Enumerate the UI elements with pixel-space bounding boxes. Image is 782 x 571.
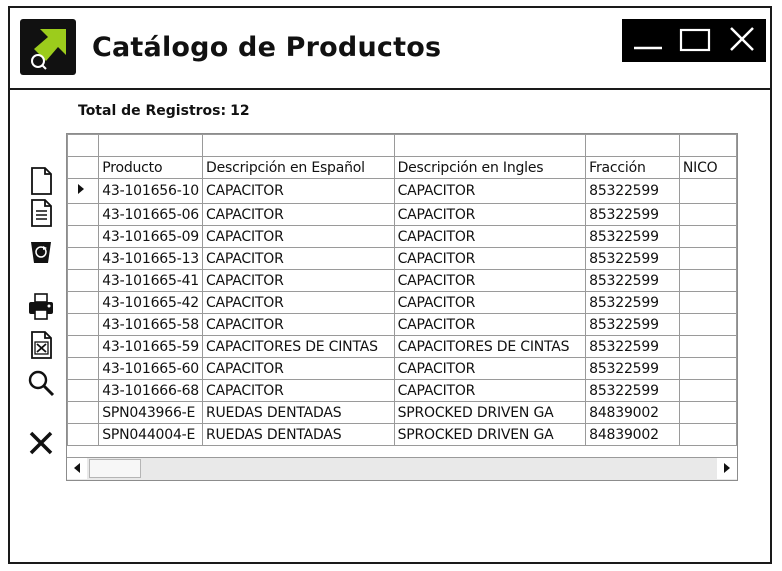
column-header-fraccion[interactable]: Fracción [586,157,680,179]
table-cell[interactable]: 43-101665-09 [99,226,203,248]
table-cell[interactable]: 85322599 [586,179,680,204]
new-document-icon[interactable] [26,166,56,196]
table-cell[interactable]: SPROCKED DRIVEN GA [394,402,586,424]
total-records [78,103,250,119]
row-header[interactable] [68,248,99,270]
table-row[interactable] [68,380,737,402]
current-row-indicator-icon[interactable] [68,179,99,204]
close-window-icon[interactable] [719,19,765,62]
table-cell[interactable]: 85322599 [586,248,680,270]
table-cell[interactable]: 85322599 [586,270,680,292]
table-cell[interactable]: 43-101665-42 [99,292,203,314]
row-header[interactable] [68,292,99,314]
row-header[interactable] [68,402,99,424]
catalog-window [8,6,772,564]
table-row[interactable] [68,270,737,292]
table-cell[interactable]: CAPACITOR [202,314,394,336]
table-cell[interactable]: 43-101665-59 [99,336,203,358]
table-cell[interactable] [679,358,736,380]
table-cell[interactable]: 85322599 [586,336,680,358]
table-cell[interactable]: CAPACITOR [202,226,394,248]
scroll-right-icon[interactable] [717,458,737,479]
scrollbar-thumb[interactable] [89,459,141,478]
filter-cell[interactable] [99,135,203,157]
filter-row-header [68,135,99,157]
row-header[interactable] [68,424,99,446]
window-controls [622,19,766,62]
table-cell[interactable]: CAPACITORES DE CINTAS [202,336,394,358]
table-cell[interactable]: SPN043966-E [99,402,203,424]
table-cell[interactable]: 85322599 [586,226,680,248]
table-cell[interactable]: CAPACITOR [394,179,586,204]
table-row[interactable] [68,314,737,336]
scroll-left-icon[interactable] [67,458,87,479]
table-row[interactable] [68,226,737,248]
column-header-producto[interactable]: Producto [99,157,203,179]
title-bar [10,8,770,90]
total-records-value: 12 [230,103,250,119]
table-cell[interactable]: CAPACITOR [202,248,394,270]
table-cell[interactable] [679,380,736,402]
table-cell[interactable]: 84839002 [586,424,680,446]
table-cell[interactable] [679,270,736,292]
table-row[interactable] [68,358,737,380]
table-cell[interactable] [679,179,736,204]
table-cell[interactable] [679,248,736,270]
table-cell[interactable]: 85322599 [586,314,680,336]
table-cell[interactable]: 43-101666-68 [99,380,203,402]
row-header[interactable] [68,270,99,292]
table-cell[interactable]: CAPACITOR [394,248,586,270]
table-cell[interactable]: 85322599 [586,358,680,380]
table-cell[interactable]: CAPACITOR [394,204,586,226]
excel-export-icon[interactable] [26,330,56,360]
app-logo-icon [20,19,76,75]
table-row[interactable] [68,248,737,270]
table-cell[interactable]: SPROCKED DRIVEN GA [394,424,586,446]
row-header[interactable] [68,380,99,402]
window-title: Catálogo de Productos [92,32,442,63]
table-cell[interactable]: 43-101665-60 [99,358,203,380]
table-cell[interactable]: RUEDAS DENTADAS [202,402,394,424]
table-cell[interactable]: RUEDAS DENTADAS [202,424,394,446]
table-cell[interactable]: 43-101665-13 [99,248,203,270]
table-row[interactable] [68,179,737,204]
table-cell[interactable] [679,226,736,248]
row-header[interactable] [68,226,99,248]
filter-cell[interactable] [586,135,680,157]
close-icon[interactable] [26,428,56,458]
table-cell[interactable]: 43-101665-06 [99,204,203,226]
total-records-label: Total de Registros: [78,103,227,119]
table-cell[interactable]: 85322599 [586,204,680,226]
table-cell[interactable]: SPN044004-E [99,424,203,446]
table-cell[interactable]: 43-101656-10 [99,179,203,204]
filter-row [68,135,737,157]
table-cell[interactable]: 85322599 [586,380,680,402]
table-cell[interactable]: CAPACITOR [394,292,586,314]
table-cell[interactable] [679,314,736,336]
table-cell[interactable]: CAPACITOR [394,380,586,402]
horizontal-scrollbar[interactable] [67,457,737,480]
table-cell[interactable] [679,424,736,446]
table-cell[interactable]: CAPACITOR [202,358,394,380]
search-icon[interactable] [26,368,56,398]
printer-icon[interactable] [26,292,56,322]
table-cell[interactable]: 84839002 [586,402,680,424]
corner-header [68,157,99,179]
table-cell[interactable]: CAPACITOR [202,179,394,204]
row-header[interactable] [68,204,99,226]
row-header[interactable] [68,358,99,380]
grid-body [68,179,737,446]
table-row[interactable] [68,402,737,424]
header-row [68,157,737,179]
table-cell[interactable]: 85322599 [586,292,680,314]
row-header[interactable] [68,314,99,336]
filter-cell[interactable] [679,135,736,157]
column-header-descripcion-espanol[interactable]: Descripción en Español [202,157,394,179]
table-cell[interactable]: 43-101665-41 [99,270,203,292]
table-cell[interactable] [679,336,736,358]
table-row[interactable] [68,292,737,314]
table-cell[interactable] [679,402,736,424]
table-cell[interactable]: CAPACITORES DE CINTAS [394,336,586,358]
table-cell[interactable]: CAPACITOR [202,270,394,292]
row-header[interactable] [68,336,99,358]
table-cell[interactable]: CAPACITOR [394,314,586,336]
table-cell[interactable]: 43-101665-58 [99,314,203,336]
table-cell[interactable]: CAPACITOR [394,226,586,248]
products-table [67,134,737,446]
recycle-bin-icon[interactable] [26,237,56,267]
table-cell[interactable]: CAPACITOR [202,380,394,402]
maximize-icon[interactable] [672,19,718,62]
filter-cell[interactable] [394,135,586,157]
table-cell[interactable]: CAPACITOR [202,204,394,226]
minimize-icon[interactable] [624,19,670,62]
table-cell[interactable] [679,292,736,314]
column-header-nico[interactable]: NICO [679,157,736,179]
table-cell[interactable]: CAPACITOR [394,358,586,380]
filter-cell[interactable] [202,135,394,157]
table-row[interactable] [68,336,737,358]
column-header-descripcion-ingles[interactable]: Descripción en Ingles [394,157,586,179]
document-icon[interactable] [26,198,56,228]
products-grid[interactable] [66,133,738,481]
table-row[interactable] [68,424,737,446]
table-row[interactable] [68,204,737,226]
table-cell[interactable] [679,204,736,226]
table-cell[interactable]: CAPACITOR [202,292,394,314]
table-cell[interactable]: CAPACITOR [394,270,586,292]
